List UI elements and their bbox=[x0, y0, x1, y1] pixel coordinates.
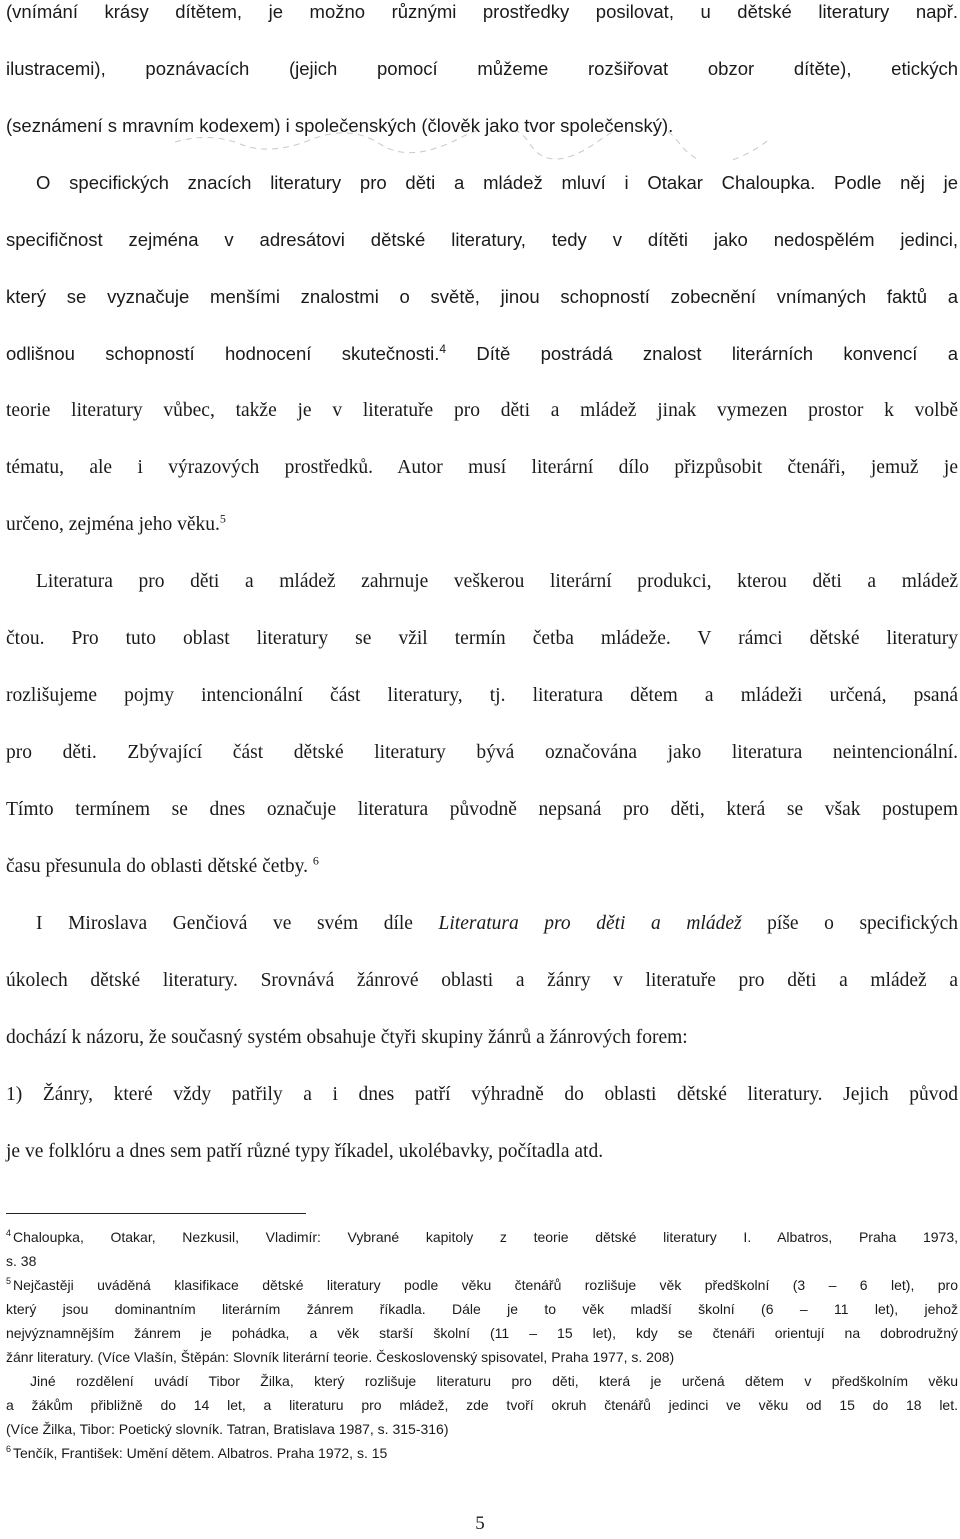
body-line-14: pro děti. Zbývající část dětské literatury bývá označována jako literatura neintencionální. bbox=[6, 742, 958, 763]
body-line-21: je ve folklóru a dnes sem patří různé typy říkadel, ukolébavky, počítadla atd. bbox=[6, 1141, 604, 1162]
footnote-6-text: Tenčík, František: Umění dětem. Albatros. Praha 1972, s. 15 bbox=[13, 1445, 388, 1461]
body-line-9: tématu, ale i výrazových prostředků. Autor musí literární dílo přizpůsobit čtenáři, jemuž je bbox=[6, 457, 958, 478]
body-line-15: Tímto termínem se dnes označuje literatura původně nepsaná pro děti, která se však postupem bbox=[6, 799, 958, 820]
body-line-17-text: I Miroslava Genčiová ve svém díle bbox=[36, 913, 439, 934]
body-line-11: Literatura pro děti a mládež zahrnuje veškerou literární produkci, kterou děti a mládež bbox=[36, 571, 958, 592]
body-line-8: teorie literatury vůbec, takže je v literatuře pro děti a mládež jinak vymezen prostor k volbě bbox=[6, 400, 958, 421]
body-line-13: rozlišujeme pojmy intencionální část literatury, tj. literatura dětem a mládeži určená, psaná bbox=[6, 685, 958, 706]
book-title: Literatura pro děti a mládež bbox=[438, 913, 742, 934]
body-line-20: 1) Žánry, které vždy patřily a i dnes patří výhradně do oblasti dětské literatury. Jejich původ bbox=[6, 1084, 958, 1105]
body-line-7-rest: Dítě postrádá znalost literárních konvencí a bbox=[446, 343, 958, 364]
footnote-5-line-2: který jsou dominantním literárním žánrem říkadla. Dále je to věk mladší školní (6 – 11 let), jehož bbox=[6, 1301, 958, 1317]
body-line-19: dochází k názoru, že současný systém obsahuje čtyři skupiny žánrů a žánrových forem: bbox=[6, 1027, 688, 1048]
body-line-4: O specifických znacích literatury pro děti a mládež mluví i Otakar Chaloupka. Podle něj je bbox=[36, 172, 958, 193]
body-line-12: čtou. Pro tuto oblast literatury se vžil termín četba mládeže. V rámci dětské literatury bbox=[6, 628, 958, 649]
footnote-5-line-7: (Více Žilka, Tibor: Poetický slovník. Tatran, Bratislava 1987, s. 315-316) bbox=[6, 1421, 449, 1437]
footnote-5-line-1 bbox=[6, 1276, 958, 1294]
footnote-mark-4: 4 bbox=[6, 1228, 12, 1239]
body-line-5: specifičnost zejména v adresátovi dětské literatury, tedy v dítěti jako nedospělém jedinci, bbox=[6, 229, 958, 250]
footnote-4-text: Chaloupka, Otakar, Nezkusil, Vladimír: Vybrané kapitoly z teorie dětské literatury I. Albatros, Praha 1973, bbox=[13, 1229, 958, 1245]
footnote-ref-4: 4 bbox=[439, 341, 447, 356]
body-line-1: (vnímání krásy dítětem, je možno různými prostředky posilovat, u dětské literatury např. bbox=[6, 1, 958, 22]
footnote-5-text: Nejčastěji uváděná klasifikace dětské literatury podle věku čtenářů rozlišuje věk předškolní (3 – 6 let), pro bbox=[13, 1277, 958, 1293]
footnote-divider bbox=[6, 1213, 306, 1214]
footnote-5-line-3: nejvýznamnějším žánrem je pohádka, a věk starší školní (11 – 15 let), kdy se čtenáři orientují na dobrodružný bbox=[6, 1325, 958, 1341]
body-line-2: ilustracemi), poznávacích (jejich pomocí můžeme rozšiřovat obzor dítěte), etických bbox=[6, 58, 958, 79]
body-line-16 bbox=[6, 855, 958, 879]
footnote-5-line-4: žánr literatury. (Více Vlašín, Štěpán: Slovník literární teorie. Československý spisovatel, Praha 1977, s. 208) bbox=[6, 1349, 675, 1365]
body-line-18: úkolech dětské literatury. Srovnává žánrové oblasti a žánry v literatuře pro děti a mládež a bbox=[6, 970, 958, 991]
body-line-10 bbox=[6, 513, 958, 537]
body-line-17-rest: píše o specifických bbox=[741, 913, 959, 934]
body-line-16-text: času přesunula do oblasti dětské četby. bbox=[6, 856, 308, 877]
page-number: 5 bbox=[475, 1513, 485, 1534]
footnote-6-line-1 bbox=[6, 1444, 958, 1462]
footnote-4-line-1 bbox=[6, 1228, 958, 1246]
footnote-5-line-5: Jiné rozdělení uvádí Tibor Žilka, který rozlišuje literaturu pro děti, která je určená dětem v předškolním věku bbox=[30, 1373, 958, 1389]
footnote-5-line-6: a žákům přibližně do 14 let, a literaturu pro mládež, zde tvoří okruh čtenářů jedinci ve věku od 15 do 18 let. bbox=[6, 1397, 958, 1413]
footnote-4-line-2: s. 38 bbox=[6, 1253, 37, 1269]
footnote-mark-6: 6 bbox=[6, 1444, 12, 1455]
footnote-mark-5: 5 bbox=[6, 1276, 12, 1287]
body-line-3: (seznámení s mravním kodexem) i společenských (člověk jako tvor společenský). bbox=[6, 115, 674, 136]
body-line-7 bbox=[6, 342, 958, 366]
body-line-7-text: odlišnou schopností hodnocení skutečnosti. bbox=[6, 343, 440, 364]
footnote-ref-5: 5 bbox=[219, 511, 226, 526]
body-line-17 bbox=[36, 912, 958, 936]
body-line-6: který se vyznačuje menšími znalostmi o světě, jinou schopností zobecnění vnímaných faktů a bbox=[6, 286, 958, 307]
footnote-ref-6: 6 bbox=[312, 853, 319, 868]
body-line-10-text: určeno, zejména jeho věku. bbox=[6, 514, 220, 535]
